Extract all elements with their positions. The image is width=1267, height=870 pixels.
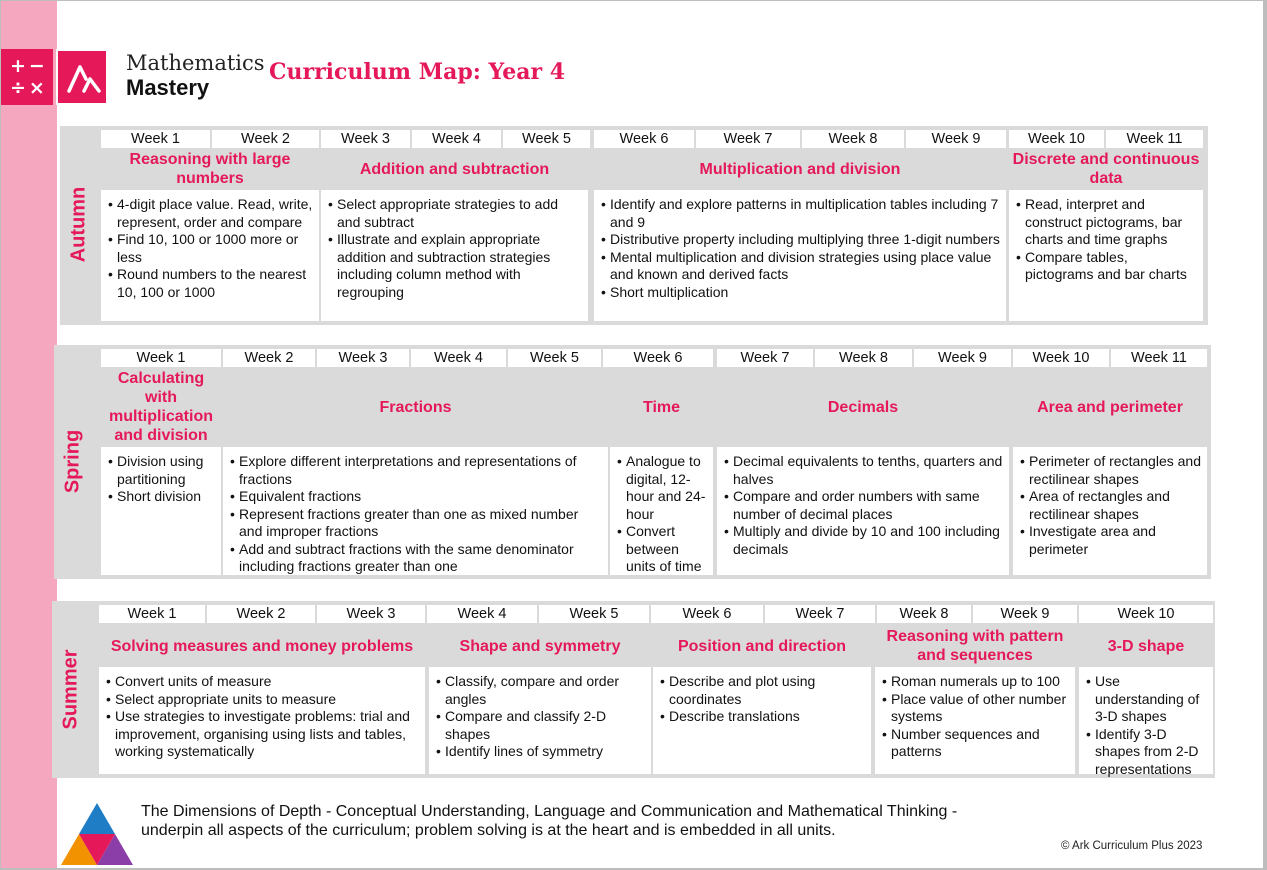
objective-item: • Short division (108, 488, 217, 506)
week-label: Week 7 (723, 131, 773, 147)
objective-item: • Illustrate and explain appropriate addition and subtraction strategies including column method with regrouping (328, 231, 584, 301)
week-label: Week 2 (244, 350, 294, 366)
mastery-logo-icon (56, 49, 108, 105)
week-label: Week 5 (530, 350, 579, 366)
term-label-autumn: Autumn (67, 186, 90, 262)
objective-item: • Mental multiplication and division strategies using place value and known and derived facts (601, 249, 1002, 284)
objective-item: • Identify lines of symmetry (436, 743, 647, 761)
objective-item: • Short multiplication (601, 284, 1002, 302)
week-label: Week 1 (127, 606, 177, 622)
unit-title: Reasoning with pattern and sequences (886, 628, 1064, 664)
objectives-list (1020, 453, 1203, 558)
dimensions-of-depth-triangle-icon (61, 803, 133, 865)
unit-title: Discrete and continuous data (1012, 151, 1200, 187)
unit-title: Reasoning with large numbers (129, 151, 291, 187)
week-label: Week 5 (522, 131, 571, 147)
term-label-spring: Spring (61, 429, 84, 494)
unit-title: Time (642, 398, 681, 416)
copyright: © Ark Curriculum Plus 2023 (1061, 840, 1203, 852)
objective-item: • 4-digit place value. Read, write, represent, order and compare (108, 196, 315, 231)
week-label: Week 2 (236, 606, 286, 622)
objective-item: • Find 10, 100 or 1000 more or less (108, 231, 315, 266)
week-label: Week 3 (338, 350, 388, 366)
unit-title: Decimals (827, 398, 899, 416)
week-label: Week 9 (931, 131, 981, 147)
objectives-list (108, 196, 315, 301)
footer-text: The Dimensions of Depth - Conceptual Understanding, Language and Communication and Mathematical Thinking - underpin all aspects of the curriculum; problem solving is at the heart and is embedded in all units. (141, 803, 958, 839)
objective-item: • Multiply and divide by 10 and 100 including decimals (724, 523, 1005, 558)
objectives-list (436, 673, 647, 761)
week-label: Week 10 (1032, 350, 1090, 366)
brand-name-line2: Mastery (126, 75, 210, 100)
week-label: Week 5 (569, 606, 619, 622)
objectives-list (1086, 673, 1209, 778)
unit-objectives (429, 667, 651, 774)
objective-item: • Compare and order numbers with same number of decimal places (724, 488, 1005, 523)
unit-objectives (717, 447, 1009, 575)
objectives-list (617, 453, 709, 576)
unit-objectives (99, 667, 425, 774)
unit-objectives (101, 190, 319, 321)
week-label: Week 3 (346, 606, 396, 622)
unit-objectives (1013, 447, 1207, 575)
unit-objectives (594, 190, 1006, 321)
objectives-list (230, 453, 604, 576)
week-label: Week 8 (839, 350, 888, 366)
objective-item: • Convert units of measure (106, 673, 421, 691)
unit-title: Calculating with multiplication and division (109, 370, 213, 444)
objective-item: • Add and subtract fractions with the same denominator including fractions greater than one (230, 541, 604, 576)
brand-name-line1: Mathematics (126, 51, 265, 75)
objective-item: • Area of rectangles and rectilinear shapes (1020, 488, 1203, 523)
unit-objectives (321, 190, 588, 321)
objective-item: • Compare tables, pictograms and bar charts (1016, 249, 1199, 284)
objectives-list (601, 196, 1002, 301)
objective-item: • Select appropriate strategies to add and subtract (328, 196, 584, 231)
objective-item: • Investigate area and perimeter (1020, 523, 1203, 558)
curriculum-page (1, 1, 1263, 868)
week-label: Week 8 (828, 131, 878, 147)
week-label: Week 4 (432, 131, 481, 147)
unit-objectives (1079, 667, 1213, 777)
objective-item: • Explore different interpretations and representations of fractions (230, 453, 604, 488)
pink-side-strip (1, 1, 57, 868)
objective-item: • Use strategies to investigate problems: trial and improvement, organising using lists and tables, working systematically (106, 708, 421, 761)
objective-item: • Decimal equivalents to tenths, quarters and halves (724, 453, 1005, 488)
objective-item: • Select appropriate units to measure (106, 691, 421, 709)
unit-title: Position and direction (677, 637, 846, 655)
unit-objectives (1009, 190, 1203, 321)
objective-item: • Convert between units of time (617, 523, 709, 576)
week-label: Week 9 (938, 350, 987, 366)
objectives-list (1016, 196, 1199, 284)
week-label: Week 4 (434, 350, 483, 366)
week-label: Week 6 (619, 131, 669, 147)
unit-objectives (223, 447, 608, 575)
objective-item: • Place value of other number systems (882, 691, 1071, 726)
week-label: Week 6 (682, 606, 732, 622)
objectives-list (106, 673, 421, 761)
week-label: Week 7 (740, 350, 790, 366)
objectives-list (660, 673, 867, 726)
objective-item: • Division using partitioning (108, 453, 217, 488)
week-label: Week 11 (1131, 350, 1187, 366)
unit-title: Shape and symmetry (459, 637, 621, 655)
week-label: Week 6 (633, 350, 683, 366)
week-label: Week 3 (341, 131, 390, 147)
week-label: Week 7 (795, 606, 845, 622)
unit-title: Multiplication and division (699, 160, 901, 178)
week-label: Week 9 (1000, 606, 1050, 622)
objective-item: • Analogue to digital, 12-hour and 24-hour (617, 453, 709, 523)
objectives-list (108, 453, 217, 506)
objective-item: • Describe and plot using coordinates (660, 673, 867, 708)
objective-item: • Round numbers to the nearest 10, 100 or 1000 (108, 266, 315, 301)
objective-item: • Use understanding of 3-D shapes (1086, 673, 1209, 726)
week-label: Week 1 (136, 350, 186, 366)
objective-item: • Distributive property including multiplying three 1-digit numbers (601, 231, 1002, 249)
objectives-list (328, 196, 584, 301)
objective-item: • Represent fractions greater than one as mixed number and improper fractions (230, 506, 604, 541)
term-label-summer: Summer (59, 649, 82, 730)
objective-item: • Identify 3-D shapes from 2-D representations (1086, 726, 1209, 779)
unit-objectives (101, 447, 221, 575)
unit-title: Fractions (379, 398, 452, 416)
objective-item: • Classify, compare and order angles (436, 673, 647, 708)
week-label: Week 4 (457, 606, 507, 622)
objective-item: • Roman numerals up to 100 (882, 673, 1071, 691)
objective-item: • Describe translations (660, 708, 867, 726)
objective-item: • Compare and classify 2-D shapes (436, 708, 647, 743)
unit-title: Area and perimeter (1037, 398, 1183, 416)
objective-item: • Number sequences and patterns (882, 726, 1071, 761)
objective-item: • Equivalent fractions (230, 488, 604, 506)
objectives-list (882, 673, 1071, 761)
unit-objectives (610, 447, 713, 575)
week-label: Week 1 (131, 131, 180, 147)
objective-item: • Perimeter of rectangles and rectilinear shapes (1020, 453, 1203, 488)
objectives-list (724, 453, 1005, 558)
unit-title: Solving measures and money problems (110, 637, 414, 655)
objective-item: • Identify and explore patterns in multiplication tables including 7 and 9 (601, 196, 1002, 231)
objective-item: • Read, interpret and construct pictograms, bar charts and time graphs (1016, 196, 1199, 249)
unit-objectives (875, 667, 1075, 774)
week-label: Week 10 (1028, 131, 1085, 147)
unit-objectives (653, 667, 871, 774)
unit-title: 3-D shape (1107, 637, 1185, 655)
week-label: Week 8 (899, 606, 949, 622)
week-label: Week 2 (241, 131, 290, 147)
week-label: Week 10 (1117, 606, 1175, 622)
math-symbols-logo-icon: +− ÷× (1, 49, 53, 105)
page-title: Curriculum Map: Year 4 (269, 59, 566, 85)
week-label: Week 11 (1126, 131, 1183, 147)
unit-title: Addition and subtraction (359, 160, 550, 178)
